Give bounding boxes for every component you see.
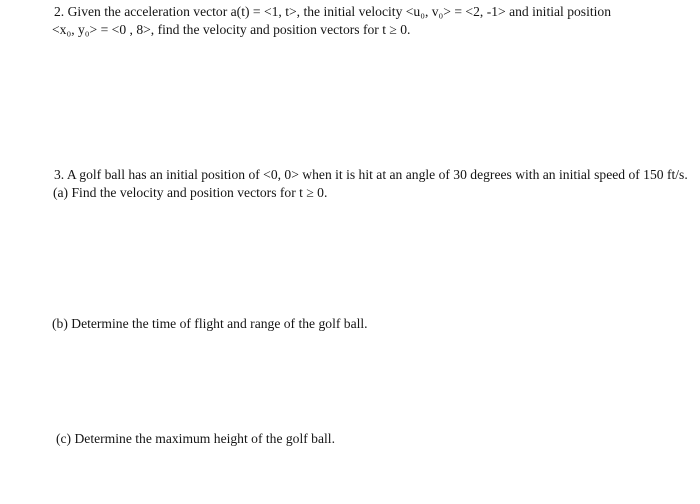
problem-3-part-b: (b) Determine the time of flight and range of the golf ball. [52,316,368,331]
problem-3-part-c: (c) Determine the maximum height of the golf ball. [56,431,335,446]
problem-3-intro: 3. A golf ball has an initial position of <0, 0> when it is hit at an angle of 30 degrees with an initial speed of 150 ft/s. [54,167,688,182]
problem-3-part-a: (a) Find the velocity and position vectors for t ≥ 0. [53,185,328,200]
problem-2-line-2: <x₀, y₀> = <0 , 8>, find the velocity and position vectors for t ≥ 0. [52,22,411,37]
problem-2-line-1: 2. Given the acceleration vector a(t) = <1, t>, the initial velocity <u₀, v₀> = <2, -1> and initial position [54,4,612,19]
